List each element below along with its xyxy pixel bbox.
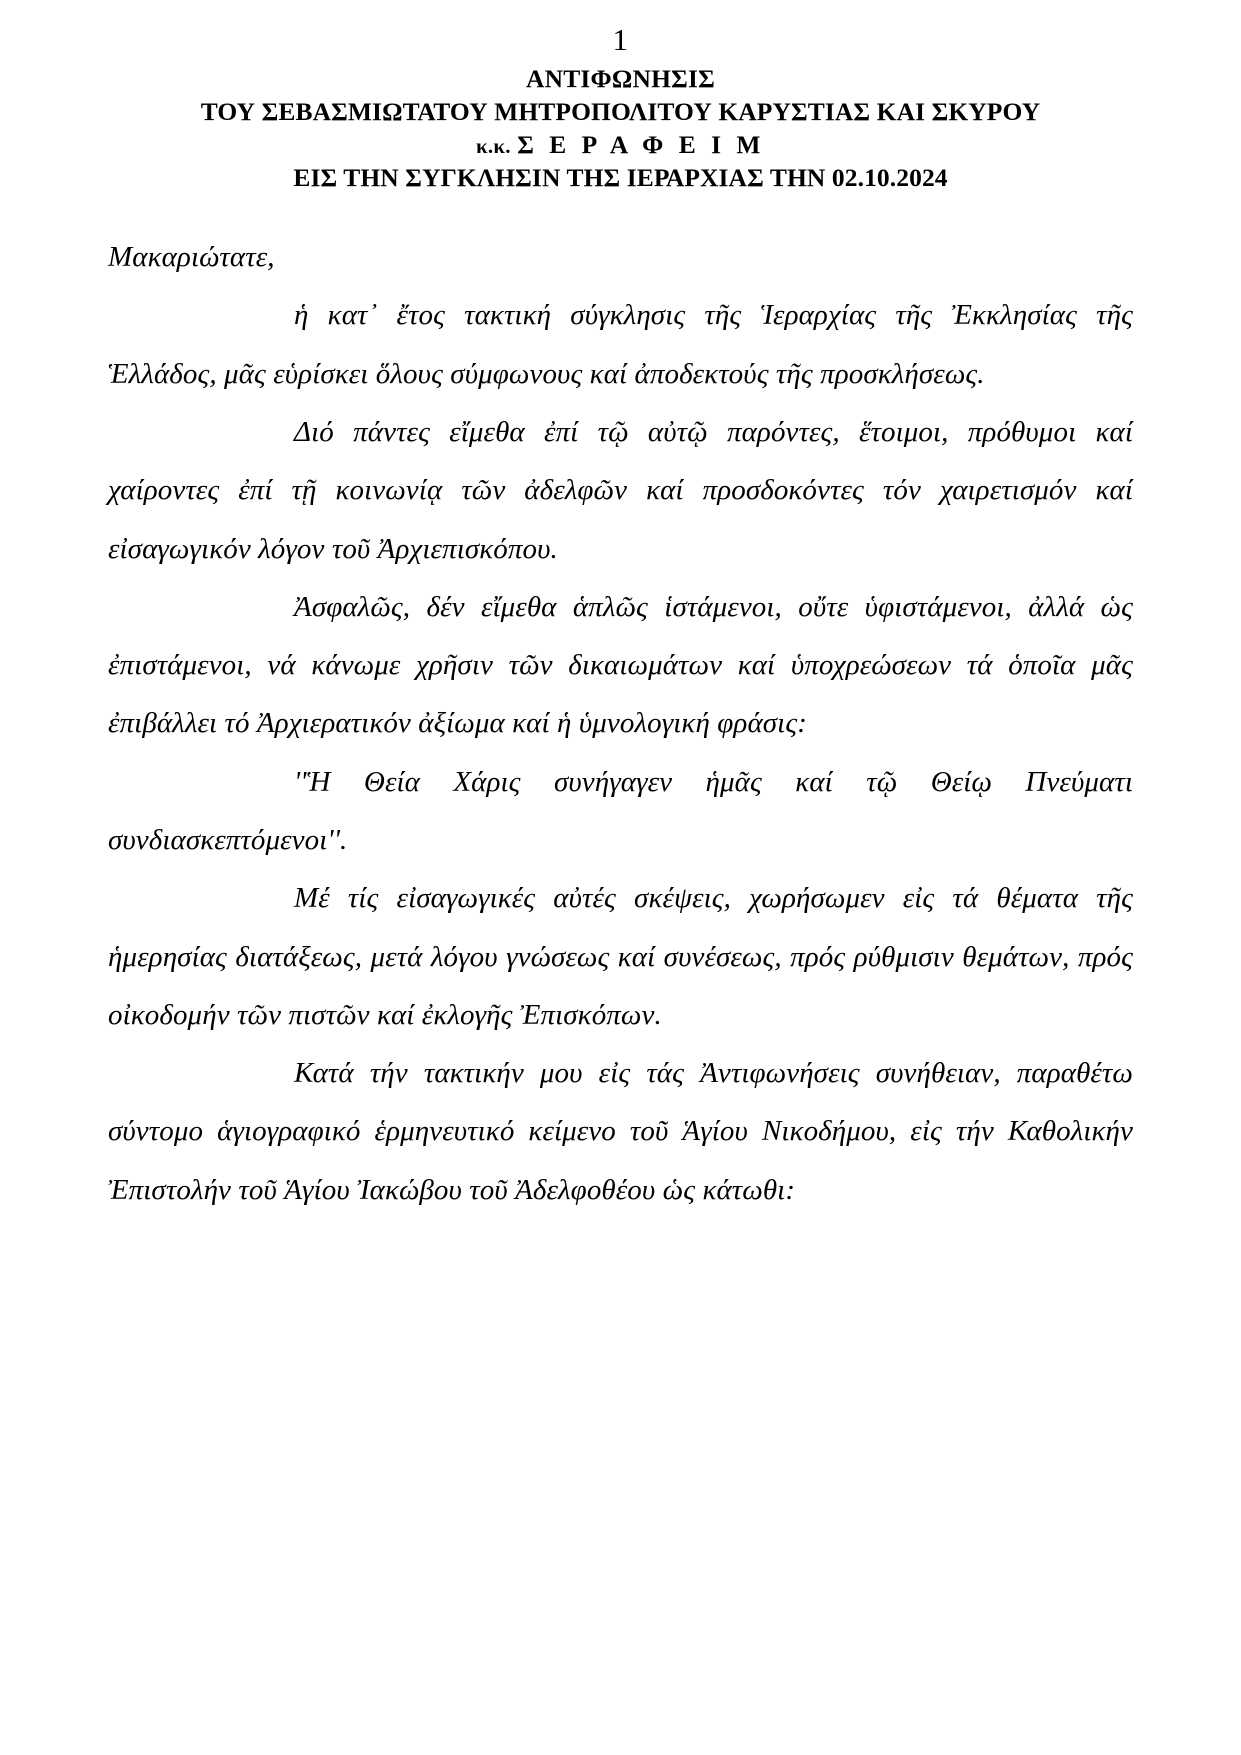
- body-salutation: Μακαριώτατε,: [108, 241, 275, 274]
- header-title-line-1: ΑΝΤΙΦΩΝΗΣΙΣ: [525, 63, 716, 93]
- body-quoted-paragraph: ''Ἡ Θεία Χάρις συνήγαγεν ἡμᾶς καί τῷ Θείῳ Πνεύματι συνδιασκεπτόμενοι''.: [108, 765, 1133, 857]
- body-paragraph: Διό πάντες εἴμεθα ἐπί τῷ αὐτῷ παρόντες, ἕτοιμοι, πρόθυμοι καί χαίροντες ἐπί τῇ κοινωνίᾳ τῶν ἀδελφῶν καί προσδοκόντες τόν χαιρετισμόν καί εἰσαγωγικόν λόγον τοῦ Ἀρχιεπισκόπου.: [108, 416, 1133, 565]
- body-paragraph: Κατά τήν τακτικήν μου εἰς τάς Ἀντιφωνήσεις συνήθειαν, παραθέτω σύντομο ἁγιογραφικό ἑρμηνευτικό κείμενο τοῦ Ἁγίου Νικοδήμου, εἰς τήν Καθολικήν Ἐπιστολήν τοῦ Ἁγίου Ἰακώβου τοῦ Ἀδελφοθέου ὡς κάτωθι:: [108, 1057, 1133, 1206]
- header-honorific: κ.κ.: [476, 133, 511, 158]
- body-paragraph: Ἀσφαλῶς, δέν εἴμεθα ἁπλῶς ἱστάμενοι, οὔτε ὑφιστάμενοι, ἀλλά ὡς ἐπιστάμενοι, νά κάνωμε χρῆσιν τῶν δικαιωμάτων καί ὑποχρεώσεων τά ὁποῖα μᾶς ἐπιβάλλει τό Ἀρχιερατικόν ἀξίωμα καί ἡ ὑμνολογική φράσις:: [108, 590, 1133, 740]
- document-body: [108, 228, 1133, 1219]
- header-title-line-4: ΕΙΣ ΤΗΝ ΣΥΓΚΛΗΣΙΝ ΤΗΣ ΙΕΡΑΡΧΙΑΣ ΤΗΝ 02.10.2024: [293, 163, 948, 193]
- body-paragraph: ἡ κατ᾽ ἔτος τακτική σύγκλησις τῆς Ἱεραρχίας τῆς Ἐκκλησίας τῆς Ἑλλάδος, μᾶς εὑρίσκει ὅλους σύμφωνους καί ἀποδεκτούς τῆς προσκλήσεως.: [108, 299, 1133, 390]
- body-paragraph: Μέ τίς εἰσαγωγικές αὐτές σκέψεις, χωρήσωμεν εἰς τά θέματα τῆς ἡμερησίας διατάξεως, μετά λόγου γνώσεως καί συνέσεως, πρός ρύθμισιν θεμάτων, πρός οἰκοδομήν τῶν πιστῶν καί ἐκλογῆς Ἐπισκόπων.: [108, 882, 1133, 1031]
- header-title-line-2: ΤΟΥ ΣΕΒΑΣΜΙΩΤΑΤΟΥ ΜΗΤΡΟΠΟΛΙΤΟΥ ΚΑΡΥΣΤΙΑΣ ΚΑΙ ΣΚΥΡΟΥ: [200, 96, 1041, 126]
- page-number: 1: [612, 22, 629, 57]
- header-title-line-3: [108, 128, 1133, 161]
- header-metropolitan-name: Σ Ε Ρ Α Φ Ε Ι Μ: [517, 129, 765, 159]
- document-header: [108, 62, 1133, 195]
